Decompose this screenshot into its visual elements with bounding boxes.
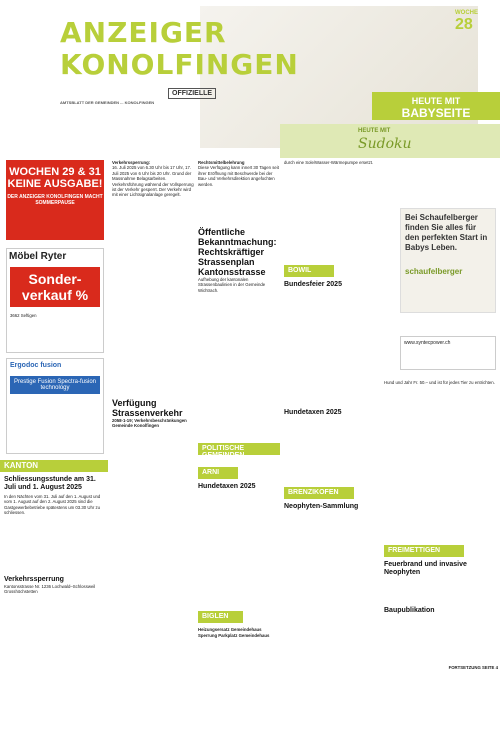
c-title-2: Öffentliche Bekanntmachung: Rechtskräftiger Strassenplan Kantonsstrasse xyxy=(198,227,277,278)
schaufelberger-ad xyxy=(400,208,496,313)
c-title: Rechtsmittelbelehrung xyxy=(198,160,245,165)
d-text: durch eine Sole/Wasser-Wärmepumpe ersetzt. xyxy=(284,160,374,165)
continuation-note: FORTSETZUNG SEITE 4 xyxy=(448,665,498,671)
arni-title: Hundetaxen 2025 xyxy=(198,483,256,491)
e-text: Hund und Jahr Fr. 50.– und ist für jedes Tier zu entrichten. xyxy=(384,380,495,385)
column-d xyxy=(284,160,380,511)
section-brenzikofen: BRENZIKOFEN xyxy=(284,487,354,499)
ad-subline: DER ANZEIGER KONOLFINGEN MACHT SOMMERPAUSE xyxy=(7,194,103,206)
section-freimettigen: FREIMETTIGEN xyxy=(384,545,464,557)
ad-text: Bei Schaufelberger finden Sie alles für den perfekten Start in Babys Leben. xyxy=(405,213,488,252)
kanton-title-2: Verkehrssperrung xyxy=(4,575,64,583)
kanton-title: Schliessungsstunde am 31. Juli und 1. August 2025 xyxy=(4,476,96,491)
frei-title: Feuerbrand und invasive Neophyten xyxy=(384,561,467,577)
ergodoc-ad xyxy=(6,358,104,454)
b-title-2: Verfügung Strassenverkehr xyxy=(112,397,183,418)
baby-band-line2: BABYSEITE xyxy=(401,106,471,120)
column-e xyxy=(384,380,498,671)
kanton-text-2: Kantonsstrasse Nr. 1236 Lochwald–Schlossweil Grosshöchstetten xyxy=(4,583,96,595)
ad-headline: WOCHEN 29 & 31 KEINE AUSGABE! xyxy=(7,166,103,190)
masthead-title-2: KONOLFINGEN xyxy=(60,48,299,81)
baby-band-line1: HEUTE MIT xyxy=(411,96,461,106)
sudoku-band-line2: Sudoku xyxy=(358,136,412,152)
summer-break-ad xyxy=(6,160,104,240)
c-text: Diese Verfügung kann innert 30 Tagen seit ihrer Eröffnung mit Beschwerde bei der Bau- und Verkehrsdirektion angefochten werden. xyxy=(198,165,279,187)
prestige-banner: Prestige Fusion Spectra-fusion technology xyxy=(10,376,100,394)
brenz-hunde-title: Hundetaxen 2025 xyxy=(284,409,342,417)
section-political: POLITISCHE GEMEINDEN xyxy=(198,443,280,455)
brenz-title: Neophyten-Sammlung xyxy=(284,503,359,511)
ergodoc-logo: Ergodoc fusion xyxy=(10,362,62,369)
frei-title-2: Baupublikation xyxy=(384,607,435,615)
official-badge: OFFIZIELLE xyxy=(168,88,216,99)
sudoku-band-line1: HEUTE MIT xyxy=(358,128,391,134)
baby-band xyxy=(372,92,500,120)
b-title: Verkehrssperrung: xyxy=(112,160,151,165)
b-text: 16. Juli 2025 von 6.30 Uhr bis 17 Uhr, 17. Juli 2025 von 6 Uhr bis 20 Uhr. Grund der Massnahme Belagsarbeiten. Verkehrsführung während der Vollsperrung ist der Verkehr gesperrt. Der Verkehr wird mit einer Lichtsignalanlage geregelt. xyxy=(112,165,194,198)
b-text-2: 2058-1-19; Verkehrsbeschränkungen Gemeinde Konolfingen xyxy=(112,417,187,429)
section-arni: ARNI xyxy=(198,467,238,479)
section-kanton: KANTON xyxy=(0,460,108,472)
ad-brand: schaufelberger xyxy=(405,267,463,276)
sale-banner: Sonder-verkauf % xyxy=(10,267,100,307)
column-b xyxy=(112,160,194,429)
sudoku-band xyxy=(280,124,500,158)
moebel-logo: Möbel Ryter xyxy=(9,251,67,262)
masthead-strap: AMTSBLATT DER GEMEINDEN ... KONOLFINGEN xyxy=(60,100,155,105)
bowil-title: Bundesfeier 2025 xyxy=(284,281,342,289)
biglen-title: Heizungsersatz Gemeindehaus Sperrung Parkplatz Gemeindehaus xyxy=(198,627,270,638)
week-value: 28 xyxy=(455,16,473,33)
masthead-title-1: ANZEIGER xyxy=(60,16,227,49)
section-biglen: BIGLEN xyxy=(198,611,243,623)
c-text-2: Aufhebung der kantonalen Strassenbaulinien in der Gemeinde Wichtrach. xyxy=(198,277,266,293)
kanton-article xyxy=(4,476,106,594)
week-number xyxy=(455,10,478,34)
moebel-ad xyxy=(6,248,104,353)
week-label: WOCHE xyxy=(455,10,478,16)
column-c xyxy=(198,160,280,638)
syntec-ad: www.syntecpower.ch xyxy=(400,336,496,370)
moebel-address: 3662 Seftigen xyxy=(10,313,37,318)
section-bowil: BOWIL xyxy=(284,265,334,277)
kanton-text: In den Nächten vom 31. Juli auf den 1. August und vom 1. August auf den 2. August 2025 sind die Gastgewerbebetriebe spätestens um 03.30 Uhr zu schliessen. xyxy=(4,494,101,516)
